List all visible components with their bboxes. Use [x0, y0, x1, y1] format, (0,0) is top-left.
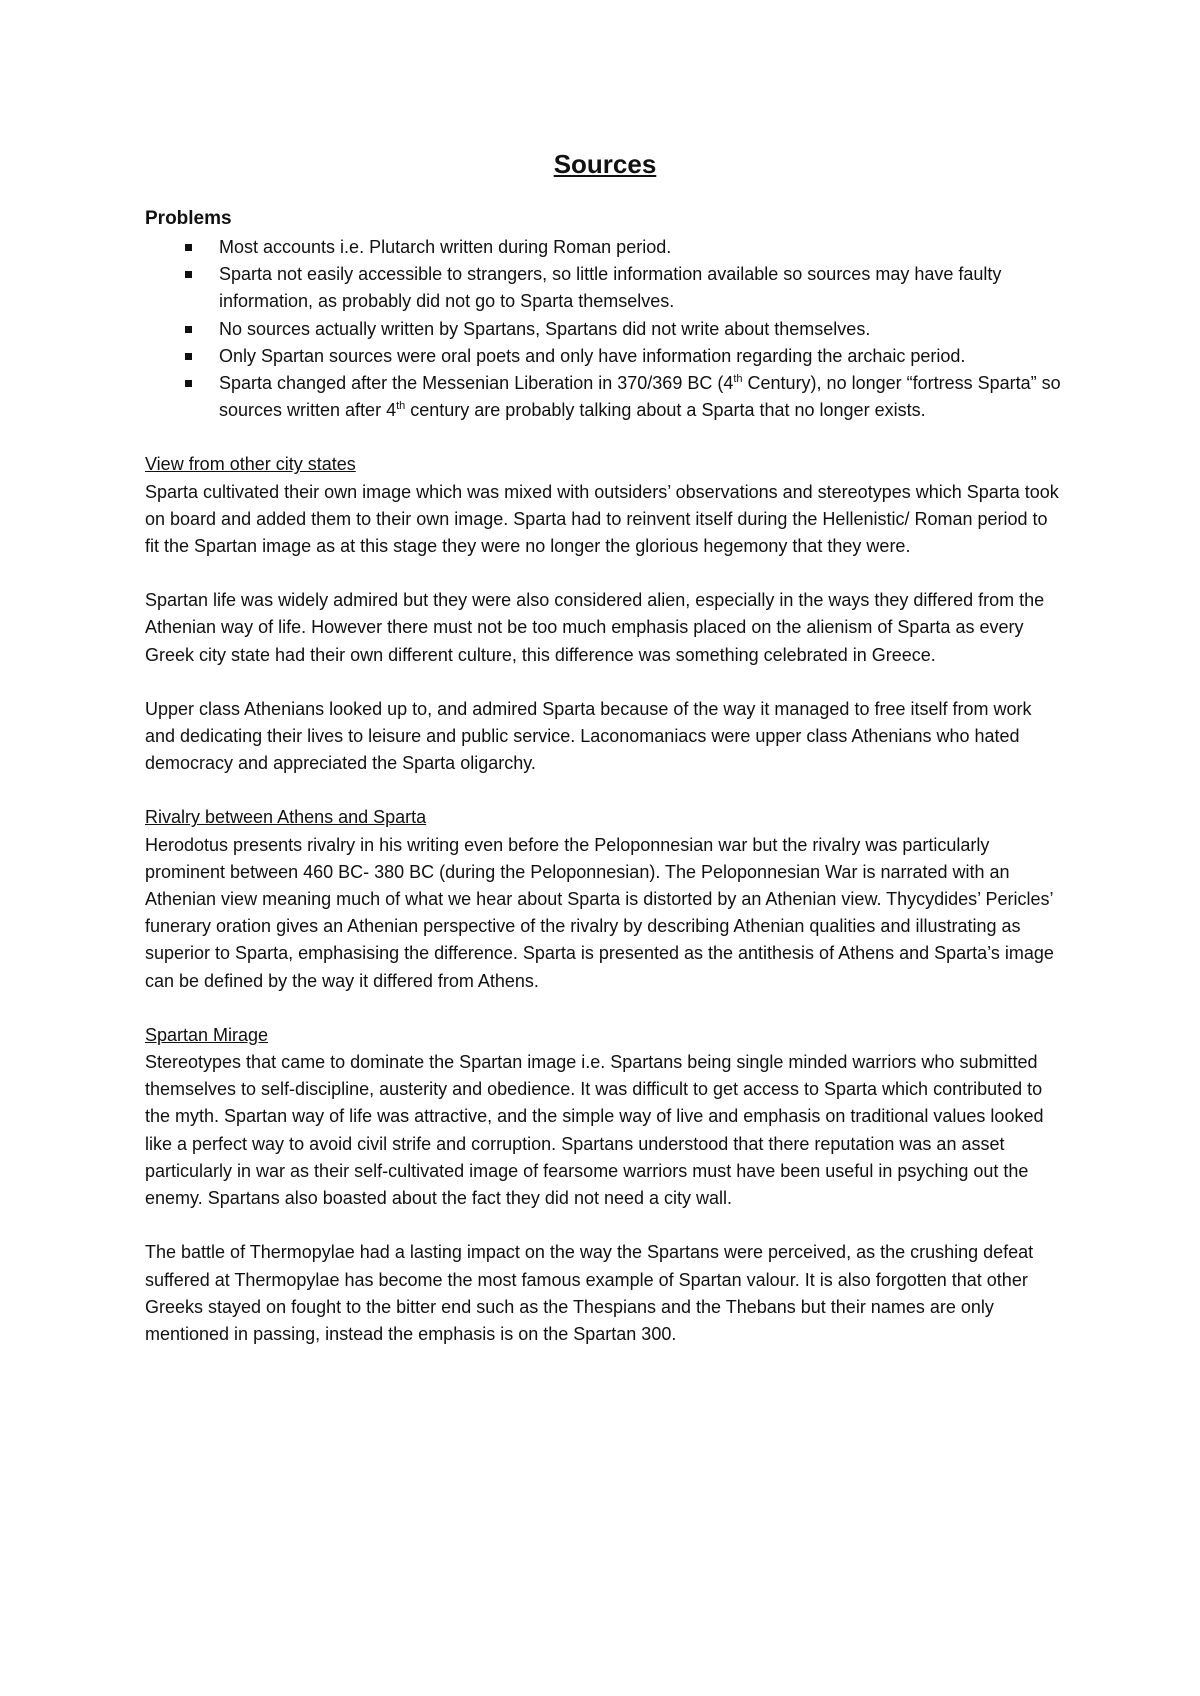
problems-heading: Problems: [145, 208, 232, 229]
square-bullet-icon: [185, 244, 192, 251]
list-item-text: Sparta not easily accessible to strangers, so little information available so sources may have faulty information, as probably did not go to Sparta themselves.: [219, 264, 1002, 312]
list-item-text: No sources actually written by Spartans, Spartans did not write about themselves.: [219, 318, 871, 339]
superscript-ordinal: th: [733, 373, 743, 386]
section-heading: Spartan Mirage: [145, 1024, 269, 1045]
paragraph: Spartan life was widely admired but they were also considered alien, especially in the ways they differed from the Athenian way of life. However there must not be too much emphasis placed on the alienism of Sparta as every Greek city state had their own different culture, this difference was something celebrated in Greece.: [145, 590, 1045, 665]
section-heading: Rivalry between Athens and Sparta: [145, 807, 427, 828]
list-item-text: Most accounts i.e. Plutarch written during Roman period.: [219, 237, 672, 257]
square-bullet-icon: [185, 353, 192, 360]
list-item: [145, 343, 1065, 370]
superscript-ordinal: th: [396, 400, 406, 413]
list-item-text-part: Sparta changed after the Messenian Liberation in 370/369 BC (4: [219, 373, 734, 394]
paragraph: Sparta cultivated their own image which was mixed with outsiders’ observations and stereotypes which Sparta took on board and added them to their own image. Sparta had to reinvent itself during the Hellenistic/ Roman period to fit the Spartan image as at this stage they were no longer the glorious hegemony that they were.: [145, 481, 1059, 557]
list-item: [145, 261, 1065, 315]
document-body: [145, 148, 1065, 1375]
paragraph: Herodotus presents rivalry in his writing even before the Peloponnesian war but the rivalry was particularly prominent between 460 BC- 380 BC (during the Peloponnesian). The Peloponnesian War is narrated with an Athenian view meaning much of what we hear about Sparta is distorted by an Athenian view. Thycydides’ Pericles’ funerary oration gives an Athenian perspective of the rivalry by describing Athenian qualities and illustrating as superior to Sparta, emphasising the difference. Sparta is presented as the antithesis of Athens and Sparta’s image can be defined by the way it differed from Athens.: [145, 834, 1054, 991]
list-item-text: Only Spartan sources were oral poets and only have information regarding the archaic period.: [219, 345, 966, 366]
square-bullet-icon: [185, 380, 192, 387]
list-item-text-part: Century), no longer “fortress Sparta” so sources written after 4: [219, 373, 1061, 421]
list-item: [145, 316, 1065, 343]
page-title: Sources: [553, 149, 657, 179]
square-bullet-icon: [185, 326, 192, 333]
list-item: [145, 234, 1065, 261]
paragraph: Stereotypes that came to dominate the Spartan image i.e. Spartans being single minded warriors who submitted themselves to self-discipline, austerity and obedience. It was difficult to get access to Sparta which contributed to the myth. Spartan way of life was attractive, and the simple way of live and emphasis on traditional values looked like a perfect way to avoid civil strife and corruption. Spartans understood that there reputation was an asset particularly in war as their self-cultivated image of fearsome warriors must have been useful in psyching out the enemy. Spartans also boasted about the fact they did not need a city wall.: [145, 1052, 1044, 1209]
list-item: [145, 370, 1065, 424]
problems-list: [145, 234, 1065, 424]
square-bullet-icon: [185, 271, 192, 278]
paragraph: Upper class Athenians looked up to, and admired Sparta because of the way it managed to free itself from work and dedicating their lives to leisure and public service. Laconomaniacs were upper class Athenians who hated democracy and appreciated the Sparta oligarchy.: [145, 698, 1032, 774]
list-item-text-part: century are probably talking about a Sparta that no longer exists.: [405, 400, 926, 421]
paragraph: The battle of Thermopylae had a lasting impact on the way the Spartans were perceived, as the crushing defeat suffered at Thermopylae has become the most famous example of Spartan valour. It is also forgotten that other Greeks stayed on fought to the bitter end such as the Thespians and the Thebans but their names are only mentioned in passing, instead the emphasis is on the Spartan 300.: [145, 1242, 1034, 1344]
section-heading: View from other city states: [145, 454, 356, 475]
